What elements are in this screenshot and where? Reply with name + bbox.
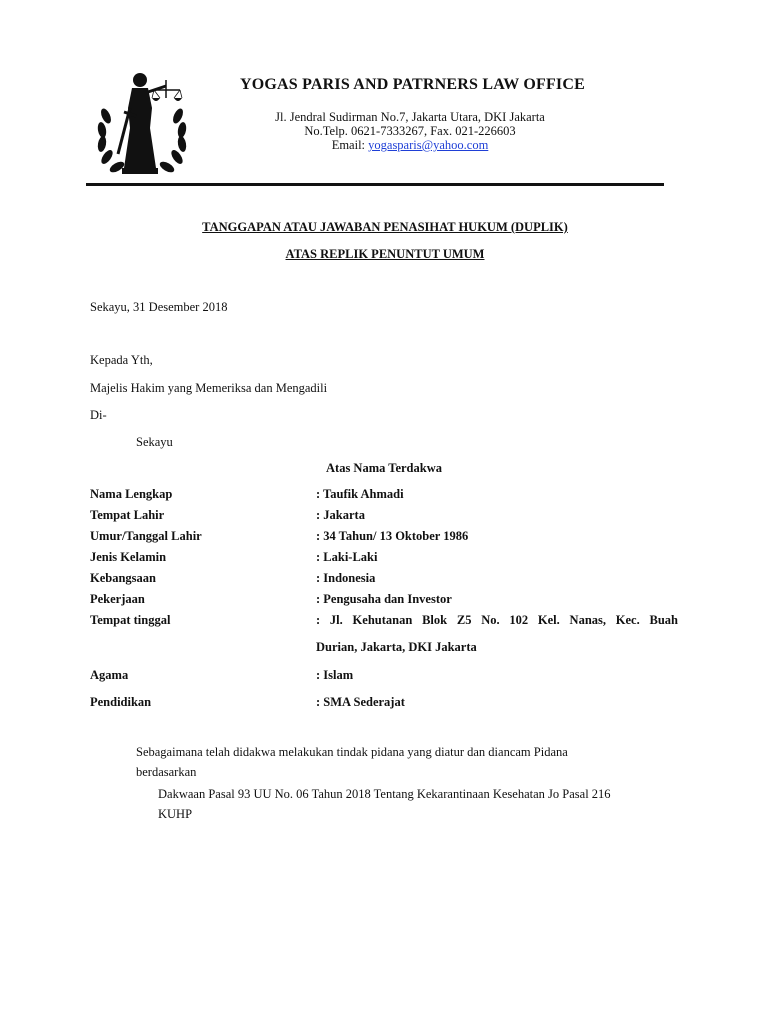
office-address: Jl. Jendral Sudirman No.7, Jakarta Utara, DKI Jakarta bbox=[275, 110, 545, 124]
row-label-umur: Umur/Tanggal Lahir bbox=[90, 529, 202, 543]
row-value-tempat-tinggal: : Jl. Kehutanan Blok Z5 No. 102 Kel. Nanas, Kec. Buah bbox=[316, 613, 678, 627]
row-label-tempat-lahir: Tempat Lahir bbox=[90, 508, 165, 522]
row-value-umur: : 34 Tahun/ 13 Oktober 1986 bbox=[316, 529, 469, 543]
recipient-di: Di- bbox=[90, 408, 107, 422]
row-value-nama: : Taufik Ahmadi bbox=[316, 487, 404, 501]
defendant-heading: Atas Nama Terdakwa bbox=[326, 461, 442, 475]
paragraph-2-line-2: KUHP bbox=[158, 807, 193, 821]
email-label: Email: bbox=[331, 138, 366, 152]
document-subtitle: ATAS REPLIK PENUNTUT UMUM bbox=[285, 247, 485, 261]
row-value-kebangsaan: : Indonesia bbox=[316, 571, 376, 585]
firm-name: YOGAS PARIS AND PATRNERS LAW OFFICE bbox=[240, 76, 585, 93]
row-value-tempat-lahir: : Jakarta bbox=[316, 508, 365, 522]
row-value-tempat-tinggal-cont: Durian, Jakarta, DKI Jakarta bbox=[316, 640, 477, 654]
row-value-pendidikan: : SMA Sederajat bbox=[316, 695, 405, 709]
row-value-pekerjaan: : Pengusaha dan Investor bbox=[316, 592, 452, 606]
recipient-greeting: Kepada Yth, bbox=[90, 353, 153, 367]
date-line: Sekayu, 31 Desember 2018 bbox=[90, 300, 228, 314]
paragraph-1-line-2: berdasarkan bbox=[136, 765, 197, 779]
recipient-addressee: Majelis Hakim yang Memeriksa dan Mengadili bbox=[90, 381, 328, 395]
row-label-pendidikan: Pendidikan bbox=[90, 695, 152, 709]
paragraph-1-line-1: Sebagaimana telah didakwa melakukan tindak pidana yang diatur dan diancam Pidana bbox=[136, 745, 568, 759]
law-office-logo bbox=[92, 68, 192, 180]
row-label-kebangsaan: Kebangsaan bbox=[90, 571, 156, 585]
row-label-nama: Nama Lengkap bbox=[90, 487, 173, 501]
row-label-pekerjaan: Pekerjaan bbox=[90, 592, 145, 606]
row-value-jenis-kelamin: : Laki-Laki bbox=[316, 550, 378, 564]
row-label-agama: Agama bbox=[90, 668, 129, 682]
paragraph-2-line-1: Dakwaan Pasal 93 UU No. 06 Tahun 2018 Tentang Kekarantinaan Kesehatan Jo Pasal 216 bbox=[158, 787, 611, 801]
office-phone: No.Telp. 0621-7333267, Fax. 021-226603 bbox=[304, 124, 516, 138]
recipient-place: Sekayu bbox=[136, 435, 173, 449]
row-value-agama: : Islam bbox=[316, 668, 354, 682]
office-email-line bbox=[240, 138, 580, 153]
header-divider bbox=[86, 183, 664, 186]
lady-justice-scales-icon bbox=[92, 68, 192, 180]
row-label-jenis-kelamin: Jenis Kelamin bbox=[90, 550, 167, 564]
row-label-tempat-tinggal: Tempat tinggal bbox=[90, 613, 171, 627]
document-title: TANGGAPAN ATAU JAWABAN PENASIHAT HUKUM (DUPLIK) bbox=[202, 220, 568, 234]
email-link[interactable]: yogasparis@yahoo.com bbox=[368, 138, 489, 152]
